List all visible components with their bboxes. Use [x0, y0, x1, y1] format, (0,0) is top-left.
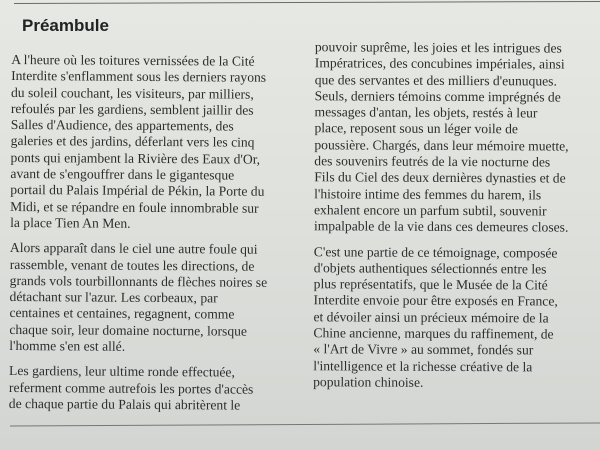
- text-line: de chaque partie du Palais qui abritèrent le: [8, 395, 241, 413]
- text-line: refoulés par les gardiens, semblent jaillir des: [10, 100, 254, 118]
- text-line: poussière. Chargés, dans leur mémoire muette,: [314, 137, 569, 154]
- text-line: « l'Art de Vivre » au sommet, fondés sur: [313, 341, 534, 358]
- text-line: Seuls, derniers témoins comme imprégnés de: [314, 88, 561, 105]
- left-column: [9, 52, 302, 423]
- text-line: chaque soir, leur domaine nocturne, lorsque: [9, 321, 248, 339]
- text-line: population chinoise.: [313, 374, 424, 390]
- text-line: pouvoir suprême, les joies et les intrigues des: [314, 39, 562, 56]
- text-line: et dévoiler ainsi un précieux mémoire de la: [313, 309, 549, 326]
- top-rule: [14, 1, 600, 4]
- text-line: l'homme s'en est allé.: [9, 338, 126, 354]
- text-line: messages d'antan, les objets, restés à leur: [314, 104, 538, 121]
- paragraph: [9, 363, 299, 414]
- bottom-rule: [10, 422, 600, 426]
- text-line: détachant sur l'azur. Les corbeaux, par: [9, 289, 218, 306]
- text-line: Salles d'Audience, des appartements, des: [10, 117, 234, 134]
- text-line: Interdite s'enflamment sous les derniers rayons: [11, 68, 267, 86]
- paragraph: [10, 52, 301, 233]
- text-line: la place Tien An Men.: [10, 214, 131, 231]
- text-line: plus représentatifs, que le Musée de la Cité: [313, 276, 548, 293]
- text-line: Alors apparaît dans le ciel une autre foule qui: [9, 240, 258, 257]
- text-line: que des servantes et des milliers d'eunuques.: [314, 71, 557, 89]
- right-column: [313, 39, 600, 401]
- text-line: referment comme autrefois les portes d'accès: [8, 379, 254, 397]
- text-line: place, reposent sous un léger voile de: [314, 120, 518, 137]
- text-line: l'histoire intime des femmes du harem, ils: [314, 185, 542, 203]
- text-line: rassemble, venant de toutes les directions, de: [9, 256, 255, 274]
- text-line: exhalent encore un parfum subtil, souvenir: [314, 202, 547, 219]
- text-line: d'objets authentiques sélectionnés entre les: [313, 260, 547, 277]
- text-line: ponts qui enjambent la Rivière des Eaux d'Or,: [10, 149, 261, 167]
- text-line: Midi, et se répandre en foule innombrable sur: [10, 198, 259, 216]
- text-line: A l'heure où les toitures vernissées de la Cité: [11, 51, 255, 69]
- text-line: Chine ancienne, marques du raffinement, de: [313, 325, 554, 342]
- text-line: C'est une partie de ce témoignage, composée: [313, 243, 558, 261]
- text-line: l'intelligence et la richesse créative de la: [313, 357, 533, 375]
- paragraph: [9, 240, 300, 356]
- text-line: Fils du Ciel des deux dernières dynasties et de: [314, 169, 566, 186]
- text-line: Impératrices, des concubines impériales, ainsi: [314, 55, 565, 72]
- text-line: grands vols tourbillonnants de flèches noires se: [9, 272, 268, 290]
- text-line: Les gardiens, leur ultime ronde effectuée,: [9, 363, 235, 380]
- text-line: des souvenirs feutrés de la vie nocturne des: [314, 153, 551, 170]
- paragraph: [314, 39, 600, 236]
- text-line: portail du Palais Impérial de Pékin, la Porte du: [10, 182, 265, 200]
- text-line: galeries et des jardins, déferlant vers les cinq: [10, 133, 255, 151]
- text-line: impalpable de la vie dans ces demeures closes.: [313, 218, 569, 235]
- text-line: du soleil couchant, les visiteurs, par milliers,: [10, 84, 254, 102]
- text-line: Interdite envoie pour être exposés en France,: [313, 292, 558, 309]
- page-title: Préambule: [22, 16, 109, 35]
- paragraph: [313, 244, 600, 392]
- text-line: centaines et centaines, regagnent, comme: [9, 305, 235, 323]
- text-line: avant de s'engouffrer dans le gigantesque: [10, 166, 235, 183]
